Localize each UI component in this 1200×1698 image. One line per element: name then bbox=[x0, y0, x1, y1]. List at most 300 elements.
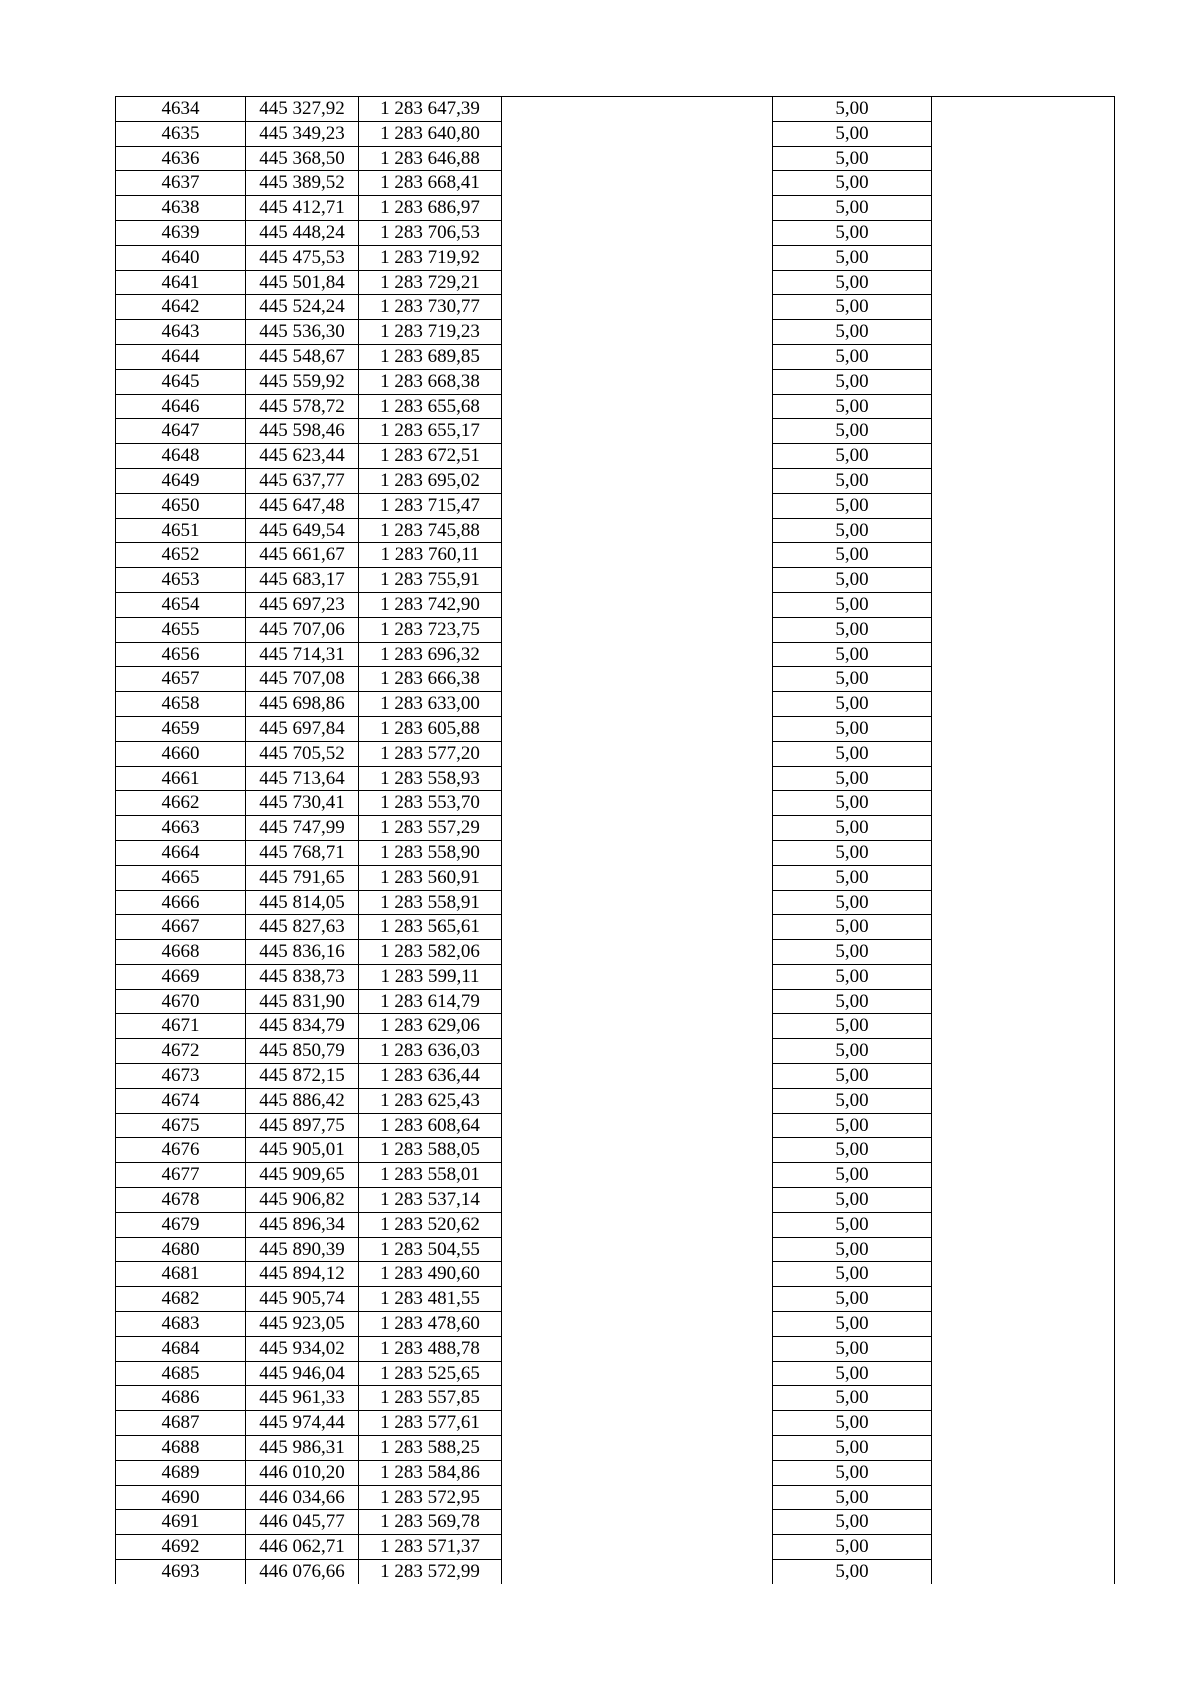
point-number-cell: 4687 bbox=[116, 1411, 246, 1436]
x-coordinate-cell: 445 897,75 bbox=[246, 1113, 359, 1138]
value-cell: 5,00 bbox=[773, 1088, 932, 1113]
table-row bbox=[116, 1262, 1115, 1287]
empty-cell bbox=[502, 1262, 773, 1287]
point-number-cell: 4672 bbox=[116, 1039, 246, 1064]
value-cell: 5,00 bbox=[773, 493, 932, 518]
point-number-cell: 4689 bbox=[116, 1460, 246, 1485]
point-number-cell: 4688 bbox=[116, 1436, 246, 1461]
point-number-cell: 4635 bbox=[116, 121, 246, 146]
table-row bbox=[116, 692, 1115, 717]
x-coordinate-cell: 445 501,84 bbox=[246, 270, 359, 295]
table-row bbox=[116, 1163, 1115, 1188]
point-number-cell: 4644 bbox=[116, 344, 246, 369]
empty-cell bbox=[932, 369, 1115, 394]
empty-cell bbox=[502, 468, 773, 493]
empty-cell bbox=[502, 1039, 773, 1064]
value-cell: 5,00 bbox=[773, 171, 932, 196]
table-row bbox=[116, 940, 1115, 965]
empty-cell bbox=[932, 642, 1115, 667]
table-row bbox=[116, 518, 1115, 543]
x-coordinate-cell: 445 327,92 bbox=[246, 97, 359, 122]
table-row bbox=[116, 1436, 1115, 1461]
table-row bbox=[116, 1039, 1115, 1064]
empty-cell bbox=[932, 270, 1115, 295]
empty-cell bbox=[502, 171, 773, 196]
empty-cell bbox=[932, 196, 1115, 221]
table-row bbox=[116, 642, 1115, 667]
value-cell: 5,00 bbox=[773, 543, 932, 568]
point-number-cell: 4652 bbox=[116, 543, 246, 568]
y-coordinate-cell: 1 283 695,02 bbox=[359, 468, 502, 493]
x-coordinate-cell: 445 730,41 bbox=[246, 791, 359, 816]
empty-cell bbox=[932, 97, 1115, 122]
table-row bbox=[116, 1460, 1115, 1485]
x-coordinate-cell: 445 974,44 bbox=[246, 1411, 359, 1436]
empty-cell bbox=[932, 543, 1115, 568]
x-coordinate-cell: 445 697,84 bbox=[246, 716, 359, 741]
point-number-cell: 4660 bbox=[116, 741, 246, 766]
empty-cell bbox=[932, 791, 1115, 816]
y-coordinate-cell: 1 283 557,85 bbox=[359, 1386, 502, 1411]
table-row bbox=[116, 1560, 1115, 1584]
table-row bbox=[116, 1485, 1115, 1510]
y-coordinate-cell: 1 283 558,01 bbox=[359, 1163, 502, 1188]
y-coordinate-cell: 1 283 565,61 bbox=[359, 915, 502, 940]
value-cell: 5,00 bbox=[773, 1138, 932, 1163]
x-coordinate-cell: 445 661,67 bbox=[246, 543, 359, 568]
x-coordinate-cell: 445 836,16 bbox=[246, 940, 359, 965]
table-row bbox=[116, 97, 1115, 122]
empty-cell bbox=[502, 270, 773, 295]
empty-cell bbox=[502, 791, 773, 816]
empty-cell bbox=[502, 97, 773, 122]
point-number-cell: 4662 bbox=[116, 791, 246, 816]
value-cell: 5,00 bbox=[773, 1411, 932, 1436]
point-number-cell: 4647 bbox=[116, 419, 246, 444]
value-cell: 5,00 bbox=[773, 642, 932, 667]
x-coordinate-cell: 445 368,50 bbox=[246, 146, 359, 171]
empty-cell bbox=[502, 940, 773, 965]
point-number-cell: 4651 bbox=[116, 518, 246, 543]
table-row bbox=[116, 865, 1115, 890]
table-row bbox=[116, 989, 1115, 1014]
value-cell: 5,00 bbox=[773, 344, 932, 369]
y-coordinate-cell: 1 283 636,03 bbox=[359, 1039, 502, 1064]
y-coordinate-cell: 1 283 558,90 bbox=[359, 840, 502, 865]
y-coordinate-cell: 1 283 689,85 bbox=[359, 344, 502, 369]
x-coordinate-cell: 445 475,53 bbox=[246, 245, 359, 270]
value-cell: 5,00 bbox=[773, 890, 932, 915]
y-coordinate-cell: 1 283 599,11 bbox=[359, 964, 502, 989]
y-coordinate-cell: 1 283 560,91 bbox=[359, 865, 502, 890]
empty-cell bbox=[502, 1386, 773, 1411]
table-row bbox=[116, 245, 1115, 270]
table-row bbox=[116, 766, 1115, 791]
x-coordinate-cell: 445 838,73 bbox=[246, 964, 359, 989]
x-coordinate-cell: 445 747,99 bbox=[246, 816, 359, 841]
empty-cell bbox=[932, 989, 1115, 1014]
table-row bbox=[116, 295, 1115, 320]
point-number-cell: 4636 bbox=[116, 146, 246, 171]
y-coordinate-cell: 1 283 553,70 bbox=[359, 791, 502, 816]
value-cell: 5,00 bbox=[773, 1535, 932, 1560]
y-coordinate-cell: 1 283 537,14 bbox=[359, 1188, 502, 1213]
table-row bbox=[116, 964, 1115, 989]
table-row bbox=[116, 667, 1115, 692]
y-coordinate-cell: 1 283 723,75 bbox=[359, 617, 502, 642]
value-cell: 5,00 bbox=[773, 766, 932, 791]
empty-cell bbox=[502, 1113, 773, 1138]
empty-cell bbox=[502, 394, 773, 419]
point-number-cell: 4685 bbox=[116, 1361, 246, 1386]
x-coordinate-cell: 445 905,01 bbox=[246, 1138, 359, 1163]
empty-cell bbox=[502, 1088, 773, 1113]
table-row bbox=[116, 1411, 1115, 1436]
empty-cell bbox=[502, 692, 773, 717]
table-row bbox=[116, 196, 1115, 221]
value-cell: 5,00 bbox=[773, 394, 932, 419]
table-row bbox=[116, 444, 1115, 469]
x-coordinate-cell: 445 559,92 bbox=[246, 369, 359, 394]
point-number-cell: 4666 bbox=[116, 890, 246, 915]
x-coordinate-cell: 445 905,74 bbox=[246, 1287, 359, 1312]
value-cell: 5,00 bbox=[773, 964, 932, 989]
x-coordinate-cell: 445 890,39 bbox=[246, 1237, 359, 1262]
table-row bbox=[116, 1287, 1115, 1312]
point-number-cell: 4654 bbox=[116, 592, 246, 617]
table-row bbox=[116, 791, 1115, 816]
point-number-cell: 4670 bbox=[116, 989, 246, 1014]
empty-cell bbox=[502, 1287, 773, 1312]
table-row bbox=[116, 171, 1115, 196]
y-coordinate-cell: 1 283 571,37 bbox=[359, 1535, 502, 1560]
value-cell: 5,00 bbox=[773, 667, 932, 692]
value-cell: 5,00 bbox=[773, 270, 932, 295]
point-number-cell: 4656 bbox=[116, 642, 246, 667]
empty-cell bbox=[502, 865, 773, 890]
empty-cell bbox=[932, 816, 1115, 841]
empty-cell bbox=[932, 171, 1115, 196]
y-coordinate-cell: 1 283 686,97 bbox=[359, 196, 502, 221]
empty-cell bbox=[932, 1560, 1115, 1584]
point-number-cell: 4653 bbox=[116, 568, 246, 593]
point-number-cell: 4671 bbox=[116, 1014, 246, 1039]
value-cell: 5,00 bbox=[773, 592, 932, 617]
empty-cell bbox=[502, 840, 773, 865]
empty-cell bbox=[502, 989, 773, 1014]
x-coordinate-cell: 445 886,42 bbox=[246, 1088, 359, 1113]
x-coordinate-cell: 445 697,23 bbox=[246, 592, 359, 617]
y-coordinate-cell: 1 283 558,93 bbox=[359, 766, 502, 791]
empty-cell bbox=[502, 344, 773, 369]
table-row bbox=[116, 543, 1115, 568]
empty-cell bbox=[932, 1138, 1115, 1163]
empty-cell bbox=[932, 394, 1115, 419]
y-coordinate-cell: 1 283 668,41 bbox=[359, 171, 502, 196]
x-coordinate-cell: 446 045,77 bbox=[246, 1510, 359, 1535]
value-cell: 5,00 bbox=[773, 245, 932, 270]
empty-cell bbox=[502, 642, 773, 667]
empty-cell bbox=[502, 320, 773, 345]
table-row bbox=[116, 1237, 1115, 1262]
empty-cell bbox=[502, 245, 773, 270]
x-coordinate-cell: 445 714,31 bbox=[246, 642, 359, 667]
table-row bbox=[116, 419, 1115, 444]
y-coordinate-cell: 1 283 525,65 bbox=[359, 1361, 502, 1386]
y-coordinate-cell: 1 283 706,53 bbox=[359, 220, 502, 245]
table-row bbox=[116, 1336, 1115, 1361]
value-cell: 5,00 bbox=[773, 940, 932, 965]
point-number-cell: 4661 bbox=[116, 766, 246, 791]
empty-cell bbox=[932, 568, 1115, 593]
value-cell: 5,00 bbox=[773, 1510, 932, 1535]
empty-cell bbox=[932, 493, 1115, 518]
y-coordinate-cell: 1 283 719,23 bbox=[359, 320, 502, 345]
point-number-cell: 4682 bbox=[116, 1287, 246, 1312]
x-coordinate-cell: 445 524,24 bbox=[246, 295, 359, 320]
x-coordinate-cell: 446 010,20 bbox=[246, 1460, 359, 1485]
value-cell: 5,00 bbox=[773, 692, 932, 717]
value-cell: 5,00 bbox=[773, 1262, 932, 1287]
x-coordinate-cell: 446 076,66 bbox=[246, 1560, 359, 1584]
value-cell: 5,00 bbox=[773, 220, 932, 245]
empty-cell bbox=[932, 1163, 1115, 1188]
empty-cell bbox=[502, 1436, 773, 1461]
x-coordinate-cell: 445 578,72 bbox=[246, 394, 359, 419]
y-coordinate-cell: 1 283 605,88 bbox=[359, 716, 502, 741]
table-row bbox=[116, 1113, 1115, 1138]
point-number-cell: 4683 bbox=[116, 1312, 246, 1337]
table-row bbox=[116, 1212, 1115, 1237]
empty-cell bbox=[932, 915, 1115, 940]
table-row bbox=[116, 1535, 1115, 1560]
table-row bbox=[116, 344, 1115, 369]
value-cell: 5,00 bbox=[773, 741, 932, 766]
y-coordinate-cell: 1 283 588,05 bbox=[359, 1138, 502, 1163]
empty-cell bbox=[932, 1064, 1115, 1089]
x-coordinate-cell: 445 768,71 bbox=[246, 840, 359, 865]
empty-cell bbox=[502, 1188, 773, 1213]
y-coordinate-cell: 1 283 481,55 bbox=[359, 1287, 502, 1312]
table-row bbox=[116, 1188, 1115, 1213]
table-row bbox=[116, 394, 1115, 419]
table-row bbox=[116, 1138, 1115, 1163]
empty-cell bbox=[502, 617, 773, 642]
coordinates-table bbox=[115, 96, 1115, 1584]
point-number-cell: 4673 bbox=[116, 1064, 246, 1089]
point-number-cell: 4643 bbox=[116, 320, 246, 345]
point-number-cell: 4655 bbox=[116, 617, 246, 642]
empty-cell bbox=[932, 518, 1115, 543]
empty-cell bbox=[502, 716, 773, 741]
y-coordinate-cell: 1 283 558,91 bbox=[359, 890, 502, 915]
value-cell: 5,00 bbox=[773, 1188, 932, 1213]
empty-cell bbox=[502, 444, 773, 469]
point-number-cell: 4679 bbox=[116, 1212, 246, 1237]
point-number-cell: 4665 bbox=[116, 865, 246, 890]
empty-cell bbox=[502, 964, 773, 989]
x-coordinate-cell: 445 649,54 bbox=[246, 518, 359, 543]
empty-cell bbox=[502, 1312, 773, 1337]
y-coordinate-cell: 1 283 647,39 bbox=[359, 97, 502, 122]
point-number-cell: 4692 bbox=[116, 1535, 246, 1560]
empty-cell bbox=[932, 344, 1115, 369]
y-coordinate-cell: 1 283 668,38 bbox=[359, 369, 502, 394]
empty-cell bbox=[932, 890, 1115, 915]
value-cell: 5,00 bbox=[773, 1560, 932, 1584]
x-coordinate-cell: 445 349,23 bbox=[246, 121, 359, 146]
table-row bbox=[116, 890, 1115, 915]
empty-cell bbox=[932, 1386, 1115, 1411]
value-cell: 5,00 bbox=[773, 1386, 932, 1411]
x-coordinate-cell: 445 705,52 bbox=[246, 741, 359, 766]
y-coordinate-cell: 1 283 572,99 bbox=[359, 1560, 502, 1584]
value-cell: 5,00 bbox=[773, 716, 932, 741]
empty-cell bbox=[932, 444, 1115, 469]
table-row bbox=[116, 716, 1115, 741]
point-number-cell: 4667 bbox=[116, 915, 246, 940]
table-row bbox=[116, 1312, 1115, 1337]
empty-cell bbox=[502, 592, 773, 617]
x-coordinate-cell: 445 698,86 bbox=[246, 692, 359, 717]
empty-cell bbox=[502, 1163, 773, 1188]
empty-cell bbox=[502, 1411, 773, 1436]
x-coordinate-cell: 445 834,79 bbox=[246, 1014, 359, 1039]
x-coordinate-cell: 445 827,63 bbox=[246, 915, 359, 940]
value-cell: 5,00 bbox=[773, 568, 932, 593]
empty-cell bbox=[502, 146, 773, 171]
x-coordinate-cell: 445 791,65 bbox=[246, 865, 359, 890]
empty-cell bbox=[932, 320, 1115, 345]
x-coordinate-cell: 445 448,24 bbox=[246, 220, 359, 245]
y-coordinate-cell: 1 283 569,78 bbox=[359, 1510, 502, 1535]
y-coordinate-cell: 1 283 582,06 bbox=[359, 940, 502, 965]
table-row bbox=[116, 816, 1115, 841]
y-coordinate-cell: 1 283 504,55 bbox=[359, 1237, 502, 1262]
empty-cell bbox=[932, 1113, 1115, 1138]
point-number-cell: 4677 bbox=[116, 1163, 246, 1188]
x-coordinate-cell: 445 707,08 bbox=[246, 667, 359, 692]
y-coordinate-cell: 1 283 655,17 bbox=[359, 419, 502, 444]
empty-cell bbox=[502, 1460, 773, 1485]
y-coordinate-cell: 1 283 640,80 bbox=[359, 121, 502, 146]
empty-cell bbox=[932, 1262, 1115, 1287]
table-row bbox=[116, 468, 1115, 493]
value-cell: 5,00 bbox=[773, 295, 932, 320]
empty-cell bbox=[932, 1460, 1115, 1485]
point-number-cell: 4675 bbox=[116, 1113, 246, 1138]
table-row bbox=[116, 270, 1115, 295]
y-coordinate-cell: 1 283 584,86 bbox=[359, 1460, 502, 1485]
y-coordinate-cell: 1 283 520,62 bbox=[359, 1212, 502, 1237]
y-coordinate-cell: 1 283 633,00 bbox=[359, 692, 502, 717]
empty-cell bbox=[932, 1039, 1115, 1064]
table-row bbox=[116, 493, 1115, 518]
empty-cell bbox=[502, 220, 773, 245]
point-number-cell: 4641 bbox=[116, 270, 246, 295]
point-number-cell: 4634 bbox=[116, 97, 246, 122]
value-cell: 5,00 bbox=[773, 1361, 932, 1386]
empty-cell bbox=[932, 692, 1115, 717]
value-cell: 5,00 bbox=[773, 1237, 932, 1262]
point-number-cell: 4664 bbox=[116, 840, 246, 865]
empty-cell bbox=[932, 1312, 1115, 1337]
value-cell: 5,00 bbox=[773, 518, 932, 543]
point-number-cell: 4658 bbox=[116, 692, 246, 717]
y-coordinate-cell: 1 283 672,51 bbox=[359, 444, 502, 469]
point-number-cell: 4676 bbox=[116, 1138, 246, 1163]
y-coordinate-cell: 1 283 666,38 bbox=[359, 667, 502, 692]
x-coordinate-cell: 445 946,04 bbox=[246, 1361, 359, 1386]
x-coordinate-cell: 446 034,66 bbox=[246, 1485, 359, 1510]
empty-cell bbox=[502, 493, 773, 518]
table-row bbox=[116, 369, 1115, 394]
point-number-cell: 4684 bbox=[116, 1336, 246, 1361]
empty-cell bbox=[502, 1064, 773, 1089]
empty-cell bbox=[932, 295, 1115, 320]
empty-cell bbox=[932, 1436, 1115, 1461]
y-coordinate-cell: 1 283 745,88 bbox=[359, 518, 502, 543]
point-number-cell: 4668 bbox=[116, 940, 246, 965]
y-coordinate-cell: 1 283 730,77 bbox=[359, 295, 502, 320]
point-number-cell: 4645 bbox=[116, 369, 246, 394]
table-row bbox=[116, 1014, 1115, 1039]
empty-cell bbox=[502, 1138, 773, 1163]
value-cell: 5,00 bbox=[773, 97, 932, 122]
y-coordinate-cell: 1 283 646,88 bbox=[359, 146, 502, 171]
empty-cell bbox=[932, 1237, 1115, 1262]
point-number-cell: 4674 bbox=[116, 1088, 246, 1113]
point-number-cell: 4669 bbox=[116, 964, 246, 989]
x-coordinate-cell: 445 814,05 bbox=[246, 890, 359, 915]
y-coordinate-cell: 1 283 557,29 bbox=[359, 816, 502, 841]
value-cell: 5,00 bbox=[773, 1460, 932, 1485]
x-coordinate-cell: 445 536,30 bbox=[246, 320, 359, 345]
point-number-cell: 4649 bbox=[116, 468, 246, 493]
empty-cell bbox=[502, 741, 773, 766]
empty-cell bbox=[932, 1188, 1115, 1213]
x-coordinate-cell: 445 637,77 bbox=[246, 468, 359, 493]
empty-cell bbox=[502, 295, 773, 320]
empty-cell bbox=[932, 419, 1115, 444]
empty-cell bbox=[932, 1485, 1115, 1510]
point-number-cell: 4650 bbox=[116, 493, 246, 518]
value-cell: 5,00 bbox=[773, 865, 932, 890]
empty-cell bbox=[502, 1336, 773, 1361]
empty-cell bbox=[932, 716, 1115, 741]
y-coordinate-cell: 1 283 577,61 bbox=[359, 1411, 502, 1436]
x-coordinate-cell: 445 713,64 bbox=[246, 766, 359, 791]
point-number-cell: 4678 bbox=[116, 1188, 246, 1213]
value-cell: 5,00 bbox=[773, 1039, 932, 1064]
point-number-cell: 4657 bbox=[116, 667, 246, 692]
value-cell: 5,00 bbox=[773, 146, 932, 171]
y-coordinate-cell: 1 283 577,20 bbox=[359, 741, 502, 766]
x-coordinate-cell: 445 548,67 bbox=[246, 344, 359, 369]
x-coordinate-cell: 445 389,52 bbox=[246, 171, 359, 196]
empty-cell bbox=[932, 617, 1115, 642]
empty-cell bbox=[502, 419, 773, 444]
point-number-cell: 4646 bbox=[116, 394, 246, 419]
x-coordinate-cell: 445 598,46 bbox=[246, 419, 359, 444]
table-row bbox=[116, 617, 1115, 642]
point-number-cell: 4638 bbox=[116, 196, 246, 221]
empty-cell bbox=[502, 1560, 773, 1584]
value-cell: 5,00 bbox=[773, 617, 932, 642]
value-cell: 5,00 bbox=[773, 1312, 932, 1337]
value-cell: 5,00 bbox=[773, 1113, 932, 1138]
empty-cell bbox=[932, 146, 1115, 171]
